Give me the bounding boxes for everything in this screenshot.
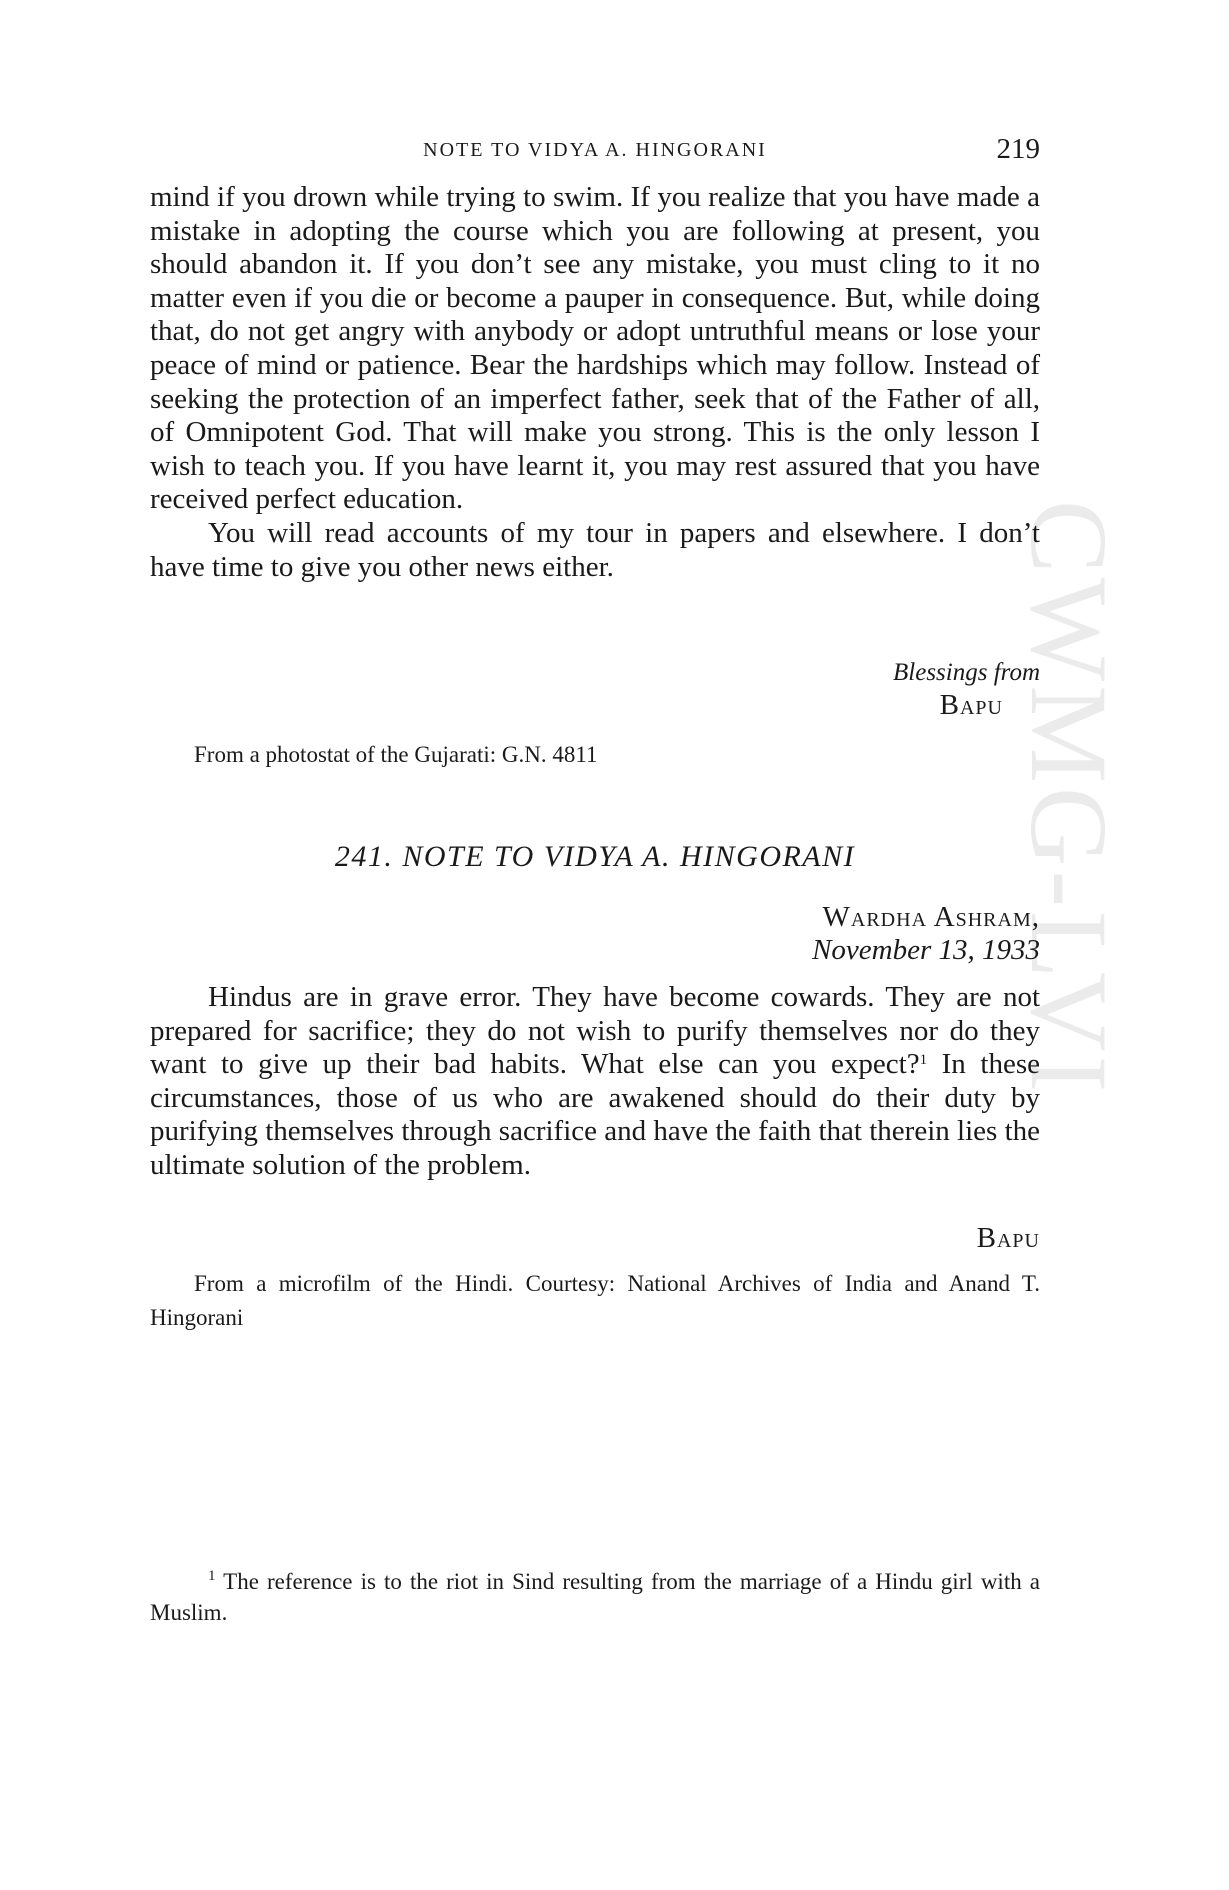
running-title: NOTE TO VIDYA A. HINGORANI [423,139,767,161]
letter-paragraph-1: mind if you drown while trying to swim. If you realize that you have made a mistake in adopting the course which you are following at present, you should abandon it. If you don’t see any mistake, you must cling to it no matter even if you die or become a pauper in consequence. But, while doing that, do not get angry with anybody or adopt untruthful means or lose your peace of mind or patience. Bear the hardships which may follow. Instead of seeking the protection of an imperfect father, seek that of the Father of all, of Omnipotent God. That will make you strong. This is the only lesson I wish to teach you. If you have learnt it, you may rest assured that you have received perfect education. [150,181,1040,516]
note-source-text: From a microfilm of the Hindi. Courtesy: National Archives of India and Anand T. Hingorani [150,1271,1040,1330]
note-signature-block [150,1222,1040,1255]
continued-letter [150,181,1040,584]
watermark: CWMG-LVI [1008,500,1130,1097]
note-heading [150,840,1040,874]
letter-closing [150,656,1040,722]
note-source [150,1267,1040,1335]
note-text-before-ref: Hindus are in grave error. They have become cowards. They are not prepared for sacrifice; they do not wish to purify themselves nor do they want to give up their bad habits. What else can you expect? [150,981,1040,1081]
note-paragraph [150,981,1040,1183]
closing-salutation: Blessings from [893,659,1040,686]
note-signature: Bapu [976,1222,1040,1254]
letter-paragraph-2: You will read accounts of my tour in papers and elsewhere. I don’t have time to give you other news either. [150,516,1040,583]
date: November 13, 1933 [812,934,1040,966]
note-text-after-ref: In these circumstances, those of us who are awakened should do their duty by purifying themselves through sacrifice and have the faith that therein lies the ultimate solution of the problem. [150,1048,1040,1181]
place: Wardha Ashram, [822,901,1040,933]
letter-source [150,738,1040,772]
footnote-reference[interactable]: 1 [919,1052,928,1069]
signature: Bapu [939,689,1003,721]
footnote-marker: 1 [208,1568,216,1584]
running-head [150,133,1040,167]
note-body [150,981,1040,1183]
page-number: 219 [996,133,1040,165]
footnote [150,1566,1040,1628]
footnote-text: The reference is to the riot in Sind resulting from the marriage of a Hindu girl with a Muslim. [150,1569,1040,1625]
dateline [150,901,1040,967]
footnote-area [150,1566,1040,1628]
section-heading: 241. NOTE TO VIDYA A. HINGORANI [334,840,856,873]
source-note: From a photostat of the Gujarati: G.N. 4811 [194,742,598,767]
